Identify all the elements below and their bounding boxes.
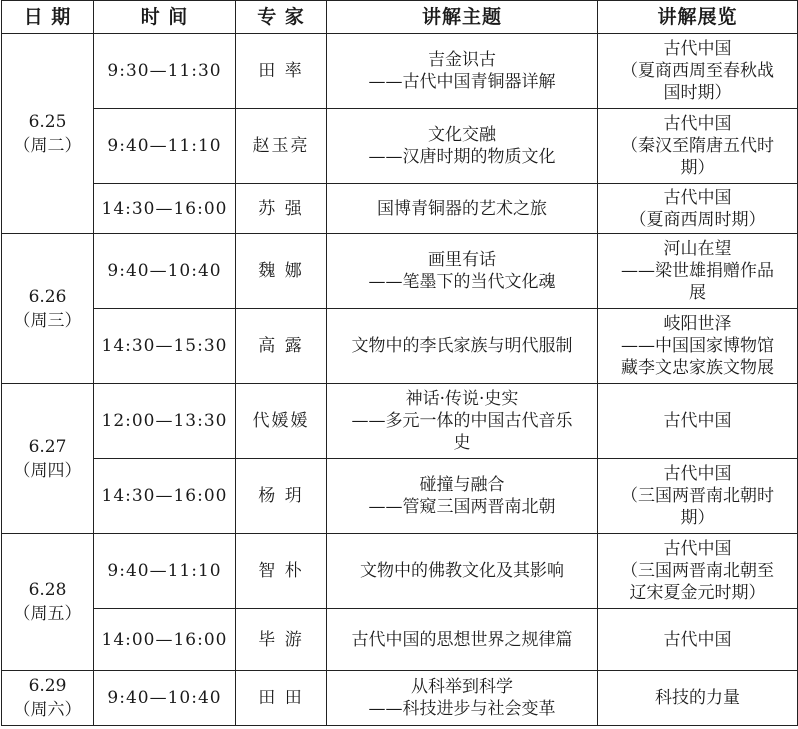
exhibition-line: （夏商西周至春秋战	[621, 61, 774, 81]
topic-cell	[327, 234, 598, 309]
table-row	[2, 309, 798, 384]
exhibition-cell	[598, 309, 798, 384]
header-topic: 讲解主题	[327, 1, 598, 34]
date-value: 6.28	[28, 580, 67, 600]
table-row	[2, 384, 798, 459]
time-cell: 9:40—10:40	[94, 671, 236, 726]
exhibition-line: 古代中国	[663, 114, 732, 134]
exhibition-line: 古代中国	[663, 629, 732, 650]
header-exhibition: 讲解展览	[598, 1, 798, 34]
table-row	[2, 109, 798, 184]
exhibition-line: 展	[689, 283, 706, 303]
exhibition-cell	[598, 34, 798, 109]
topic-cell	[327, 534, 598, 609]
topic-cell	[327, 309, 598, 384]
time-cell: 14:30—16:00	[94, 184, 236, 234]
exhibition-cell	[598, 234, 798, 309]
topic-line: ——古代中国青铜器详解	[368, 72, 556, 92]
expert-cell: 毕 游	[236, 609, 327, 671]
exhibition-line: ——梁世雄捐赠作品	[621, 261, 774, 281]
exhibition-cell	[598, 534, 798, 609]
header-expert: 专 家	[236, 1, 327, 34]
time-cell: 14:30—16:00	[94, 459, 236, 534]
exhibition-line: （夏商西周时期）	[629, 209, 766, 230]
exhibition-line: ——中国国家博物馆	[621, 336, 774, 356]
expert-cell: 田 田	[236, 671, 327, 726]
exhibition-line: （三国两晋南北朝时	[621, 486, 774, 506]
exhibition-cell	[598, 459, 798, 534]
expert-cell: 赵玉亮	[236, 109, 327, 184]
date-value: 6.27	[28, 436, 67, 457]
topic-line: 从科举到科学	[411, 677, 513, 697]
topic-line: 画里有话	[428, 250, 496, 270]
topic-line: ——汉唐时期的物质文化	[368, 147, 556, 167]
exhibition-cell	[598, 184, 798, 234]
exhibition-cell	[598, 671, 798, 726]
table-row	[2, 34, 798, 109]
weekday-value: （周五）	[13, 604, 82, 624]
exhibition-line: 科技的力量	[655, 688, 740, 708]
topic-line: ——笔墨下的当代文化魂	[368, 272, 556, 292]
topic-line: 吉金识古	[428, 50, 496, 70]
topic-line: 碰撞与融合	[419, 475, 505, 495]
exhibition-line: 河山在望	[663, 239, 732, 259]
exhibition-line: （三国两晋南北朝至	[621, 561, 774, 581]
topic-cell	[327, 671, 598, 726]
table-row	[2, 234, 798, 309]
date-cell	[2, 34, 94, 234]
topic-line: 文物中的佛教文化及其影响	[360, 561, 564, 581]
expert-cell: 智 朴	[236, 534, 327, 609]
topic-cell	[327, 184, 598, 234]
topic-line: ——科技进步与社会变革	[368, 699, 556, 719]
weekday-value: （周六）	[13, 700, 82, 720]
topic-line: ——管窥三国两晋南北朝	[368, 497, 556, 517]
expert-cell: 杨 玥	[236, 459, 327, 534]
expert-cell: 代媛媛	[236, 384, 327, 459]
table-row	[2, 609, 798, 671]
topic-line: 文化交融	[428, 125, 496, 145]
exhibition-line: 辽宋夏金元时期）	[629, 583, 766, 603]
exhibition-line: 古代中国	[663, 411, 732, 431]
time-cell: 9:30—11:30	[94, 34, 236, 109]
table-row	[2, 534, 798, 609]
header-time: 时 间	[94, 1, 236, 34]
date-cell	[2, 671, 94, 726]
exhibition-line: （秦汉至隋唐五代时	[621, 136, 774, 156]
weekday-value: （周四）	[13, 460, 82, 481]
topic-cell	[327, 34, 598, 109]
exhibition-cell	[598, 609, 798, 671]
topic-cell	[327, 384, 598, 459]
topic-line: ——多元一体的中国古代音乐	[351, 411, 573, 431]
exhibition-cell	[598, 384, 798, 459]
expert-cell: 魏 娜	[236, 234, 327, 309]
expert-cell: 苏 强	[236, 184, 327, 234]
time-cell: 12:00—13:30	[94, 384, 236, 459]
topic-cell	[327, 459, 598, 534]
topic-line: 国博青铜器的艺术之旅	[377, 198, 547, 219]
date-cell	[2, 384, 94, 534]
weekday-value: （周三）	[13, 310, 82, 331]
exhibition-line: 古代中国	[663, 39, 732, 59]
header-date: 日 期	[2, 1, 94, 34]
date-cell	[2, 234, 94, 384]
date-cell	[2, 534, 94, 671]
topic-cell	[327, 109, 598, 184]
topic-line: 史	[453, 433, 471, 453]
time-cell: 9:40—11:10	[94, 534, 236, 609]
exhibition-line: 期）	[680, 158, 715, 178]
topic-cell	[327, 609, 598, 671]
date-value: 6.26	[28, 286, 67, 307]
expert-cell: 高 露	[236, 309, 327, 384]
date-value: 6.29	[28, 676, 67, 696]
table-row	[2, 459, 798, 534]
topic-line: 文物中的李氏家族与明代服制	[351, 336, 573, 356]
header-row	[2, 1, 798, 34]
exhibition-line: 古代中国	[663, 464, 732, 484]
exhibition-line: 古代中国	[663, 187, 732, 208]
time-cell: 9:40—10:40	[94, 234, 236, 309]
weekday-value: （周二）	[13, 135, 82, 156]
lecture-schedule-table	[1, 0, 798, 726]
exhibition-line: 古代中国	[663, 539, 732, 559]
expert-cell: 田 率	[236, 34, 327, 109]
time-cell: 14:30—15:30	[94, 309, 236, 384]
exhibition-line: 岐阳世泽	[663, 314, 732, 334]
exhibition-line: 国时期）	[663, 83, 732, 103]
table-row	[2, 671, 798, 726]
time-cell: 14:00—16:00	[94, 609, 236, 671]
exhibition-line: 藏李文忠家族文物展	[621, 358, 774, 378]
date-value: 6.25	[28, 111, 67, 132]
time-cell: 9:40—11:10	[94, 109, 236, 184]
table-row	[2, 184, 798, 234]
topic-line: 神话·传说·史实	[405, 389, 519, 409]
topic-line: 古代中国的思想世界之规律篇	[351, 629, 573, 650]
exhibition-line: 期）	[680, 508, 715, 528]
exhibition-cell	[598, 109, 798, 184]
